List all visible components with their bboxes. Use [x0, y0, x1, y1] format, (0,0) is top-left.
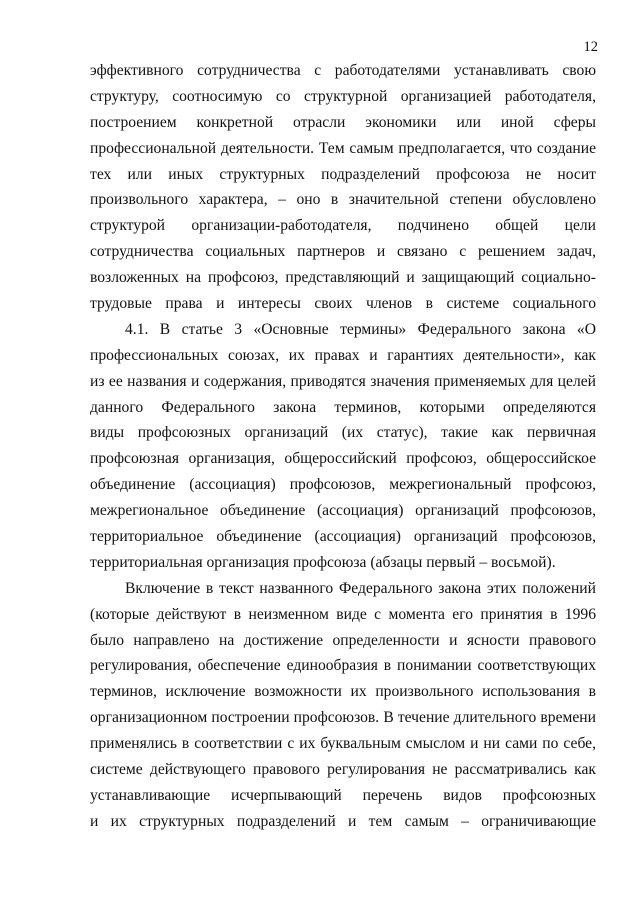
- text-line: объединение (ассоциация) профсоюзов, межрегиональный профсоюз,: [90, 476, 596, 494]
- text-line: эффективного сотрудничества с работодателями устанавливать свою: [90, 62, 596, 79]
- text-line: территориальная организация профсоюза (абзацы первый – восьмой).: [90, 553, 556, 571]
- text-line: из ее названия и содержания, приводятся значения применяемых для целей: [90, 372, 596, 390]
- text-line: и их структурных подразделений и тем самым – ограничивающие: [90, 812, 596, 830]
- text-line: (которые действуют в неизменном виде с момента его принятия в 1996: [90, 605, 596, 623]
- text-line: профсоюзная организация, общероссийский профсоюз, общероссийское: [90, 450, 596, 468]
- text-line: произвольного характера, – оно в значительной степени обусловлено: [90, 191, 596, 209]
- text-line: применялись в соответствии с их буквальным смыслом и ни сами по себе,: [90, 735, 596, 753]
- text-line: регулирования, обеспечение единообразия в понимании соответствующих: [90, 657, 596, 675]
- paragraph-3: [90, 576, 596, 835]
- text-line: устанавливающие исчерпывающий перечень видов профсоюзных: [90, 786, 596, 804]
- text-line: построением конкретной отрасли экономики или иной сферы: [90, 113, 596, 131]
- text-line: структуру, соотносимую со структурной организацией работодателя,: [90, 87, 596, 105]
- text-line: Включение в текст названного Федерального закона этих положений: [125, 579, 596, 597]
- page-number: 12: [583, 39, 598, 55]
- text-line: данного Федерального закона терминов, которыми определяются: [90, 398, 596, 416]
- text-line: структурой организации-работодателя, подчинено общей цели: [90, 217, 596, 235]
- text-line: возложенных на профсоюз, представляющий и защищающий социально-: [90, 269, 596, 287]
- text-line: 4.1. В статье 3 «Основные термины» Федерального закона «О: [125, 320, 596, 338]
- text-line: виды профсоюзных организаций (их статус), такие как первичная: [90, 424, 596, 442]
- text-line: сотрудничества социальных партнеров и связано с решением задач,: [90, 243, 596, 261]
- text-line: профессиональной деятельности. Тем самым предполагается, что создание: [90, 139, 596, 157]
- text-line: организационном построении профсоюзов. В течение длительного времени: [90, 709, 596, 727]
- text-line: было направлено на достижение определенности и ясности правового: [90, 631, 596, 649]
- text-line: территориальное объединение (ассоциация) организаций профсоюзов,: [90, 528, 596, 546]
- text-line: межрегиональное объединение (ассоциация) организаций профсоюзов,: [90, 502, 596, 520]
- text-line: трудовые права и интересы своих членов в системе социального: [90, 295, 596, 313]
- text-line: профессиональных союзах, их правах и гарантиях деятельности», как: [90, 346, 596, 364]
- paragraph-2: [90, 317, 596, 576]
- document-body: [90, 58, 596, 835]
- text-line: системе действующего правового регулирования не рассматривались как: [90, 761, 596, 779]
- text-line: терминов, исключение возможности их произвольного использования в: [90, 683, 596, 701]
- paragraph-1: [90, 58, 596, 317]
- text-line: тех или иных структурных подразделений профсоюза не носит: [90, 165, 596, 183]
